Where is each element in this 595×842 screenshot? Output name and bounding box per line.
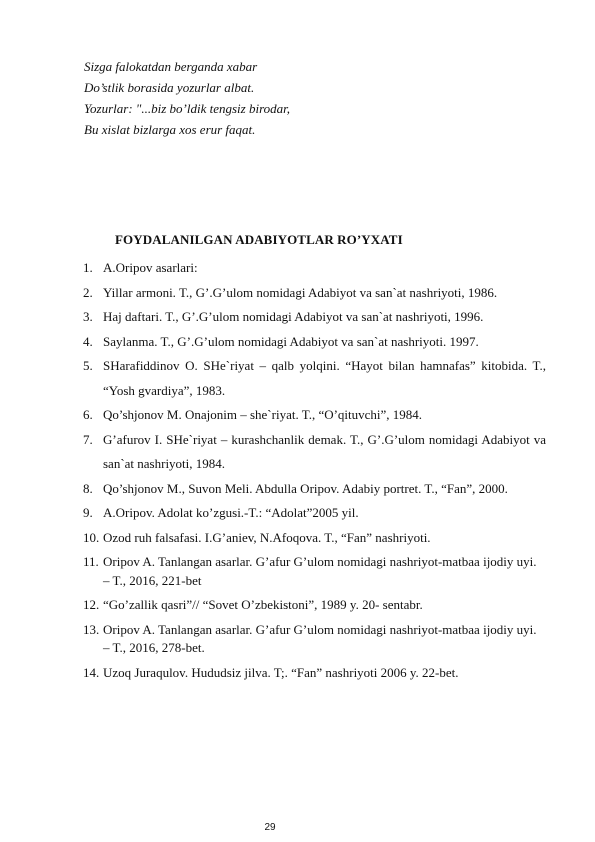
reference-text: Yillar armoni. T., G’.G’ulom nomidagi Adabiyot va san`at nashriyoti, 1986. (103, 284, 498, 300)
reference-number: 5. (83, 358, 93, 373)
reference-text: Ozod ruh falsafasi. I.G’aniev, N.Afoqova. T., “Fan” nashriyoti. (103, 529, 431, 545)
reference-item (83, 256, 546, 281)
reference-number: 2. (83, 284, 93, 300)
reference-item (83, 330, 546, 355)
reference-number: 1. (83, 260, 93, 275)
reference-item (83, 553, 546, 590)
reference-text: Qo’shjonov M. Onajonim – she`riyat. T., “O’qituvchi”, 1984. (103, 407, 423, 422)
poem-line: Yozurlar: "...biz bo’ldik tengsiz birodar, (84, 101, 291, 116)
reference-item (83, 477, 546, 502)
reference-item (83, 428, 546, 477)
poem-line: Do’stlik borasida yozurlar albat. (84, 80, 255, 95)
reference-list (83, 256, 546, 685)
reference-text: “Go’zallik qasri”// “Sovet O’zbekistoni”, 1989 y. 20- sentabr. (103, 597, 423, 612)
reference-item (83, 621, 546, 658)
reference-number: 10. (83, 529, 100, 545)
reference-item (83, 281, 546, 306)
reference-item (83, 661, 546, 686)
reference-text: A.Oripov asarlari: (103, 260, 198, 275)
reference-item (83, 354, 546, 403)
reference-item (83, 501, 546, 526)
reference-number: 11. (83, 554, 99, 569)
poem-excerpt (84, 56, 290, 140)
reference-number: 7. (83, 431, 93, 447)
reference-number: 14. (83, 664, 100, 680)
page-number: 29 (264, 822, 276, 833)
reference-number: 4. (83, 333, 93, 349)
references-heading: FOYDALANILGAN ADABIYOTLAR RO’YXATI (115, 232, 403, 247)
reference-text: SHarafiddinov O. SHe`riyat – qalb yolqini. “Hayot bilan hamnafas” kitobida. T., “Yosh gvardiya”, 1983. (103, 358, 546, 398)
reference-item (83, 526, 546, 551)
poem-line: Bu xislat bizlarga xos erur faqat. (84, 122, 256, 137)
reference-text: Uzoq Juraqulov. Hududsiz jilva. T;. “Fan” nashriyoti 2006 y. 22-bet. (103, 664, 459, 680)
reference-text: Oripov A. Tanlangan asarlar. G’afur G’ulom nomidagi nashriyot-matbaa ijodiy uyi. – T., 2016, 221-bet (103, 554, 537, 588)
poem-line: Sizga falokatdan berganda xabar (84, 59, 258, 74)
reference-number: 13. (83, 621, 100, 637)
reference-number: 12. (83, 597, 100, 612)
reference-text: Saylanma. T., G’.G’ulom nomidagi Adabiyot va san`at nashriyoti. 1997. (103, 333, 479, 349)
reference-text: A.Oripov. Adolat ko’zgusi.-T.: “Adolat”2005 yil. (103, 505, 359, 520)
reference-item (83, 593, 546, 618)
reference-number: 8. (83, 480, 93, 496)
reference-number: 6. (83, 407, 93, 422)
reference-text: Qo’shjonov M., Suvon Meli. Abdulla Oripov. Adabiy portret. T., “Fan”, 2000. (103, 480, 508, 496)
reference-number: 3. (83, 309, 93, 324)
reference-number: 9. (83, 505, 93, 520)
reference-item (83, 305, 546, 330)
reference-item (83, 403, 546, 428)
reference-text: Haj daftari. T., G’.G’ulom nomidagi Adabiyot va san`at nashriyoti, 1996. (103, 309, 484, 324)
reference-text: G’afurov I. SHe`riyat – kurashchanlik demak. T., G’.G’ulom nomidagi Adabiyot va san`at nashriyoti, 1984. (103, 431, 546, 471)
reference-text: Oripov A. Tanlangan asarlar. G’afur G’ulom nomidagi nashriyot-matbaa ijodiy uyi. – T., 2016, 278-bet. (103, 621, 537, 655)
